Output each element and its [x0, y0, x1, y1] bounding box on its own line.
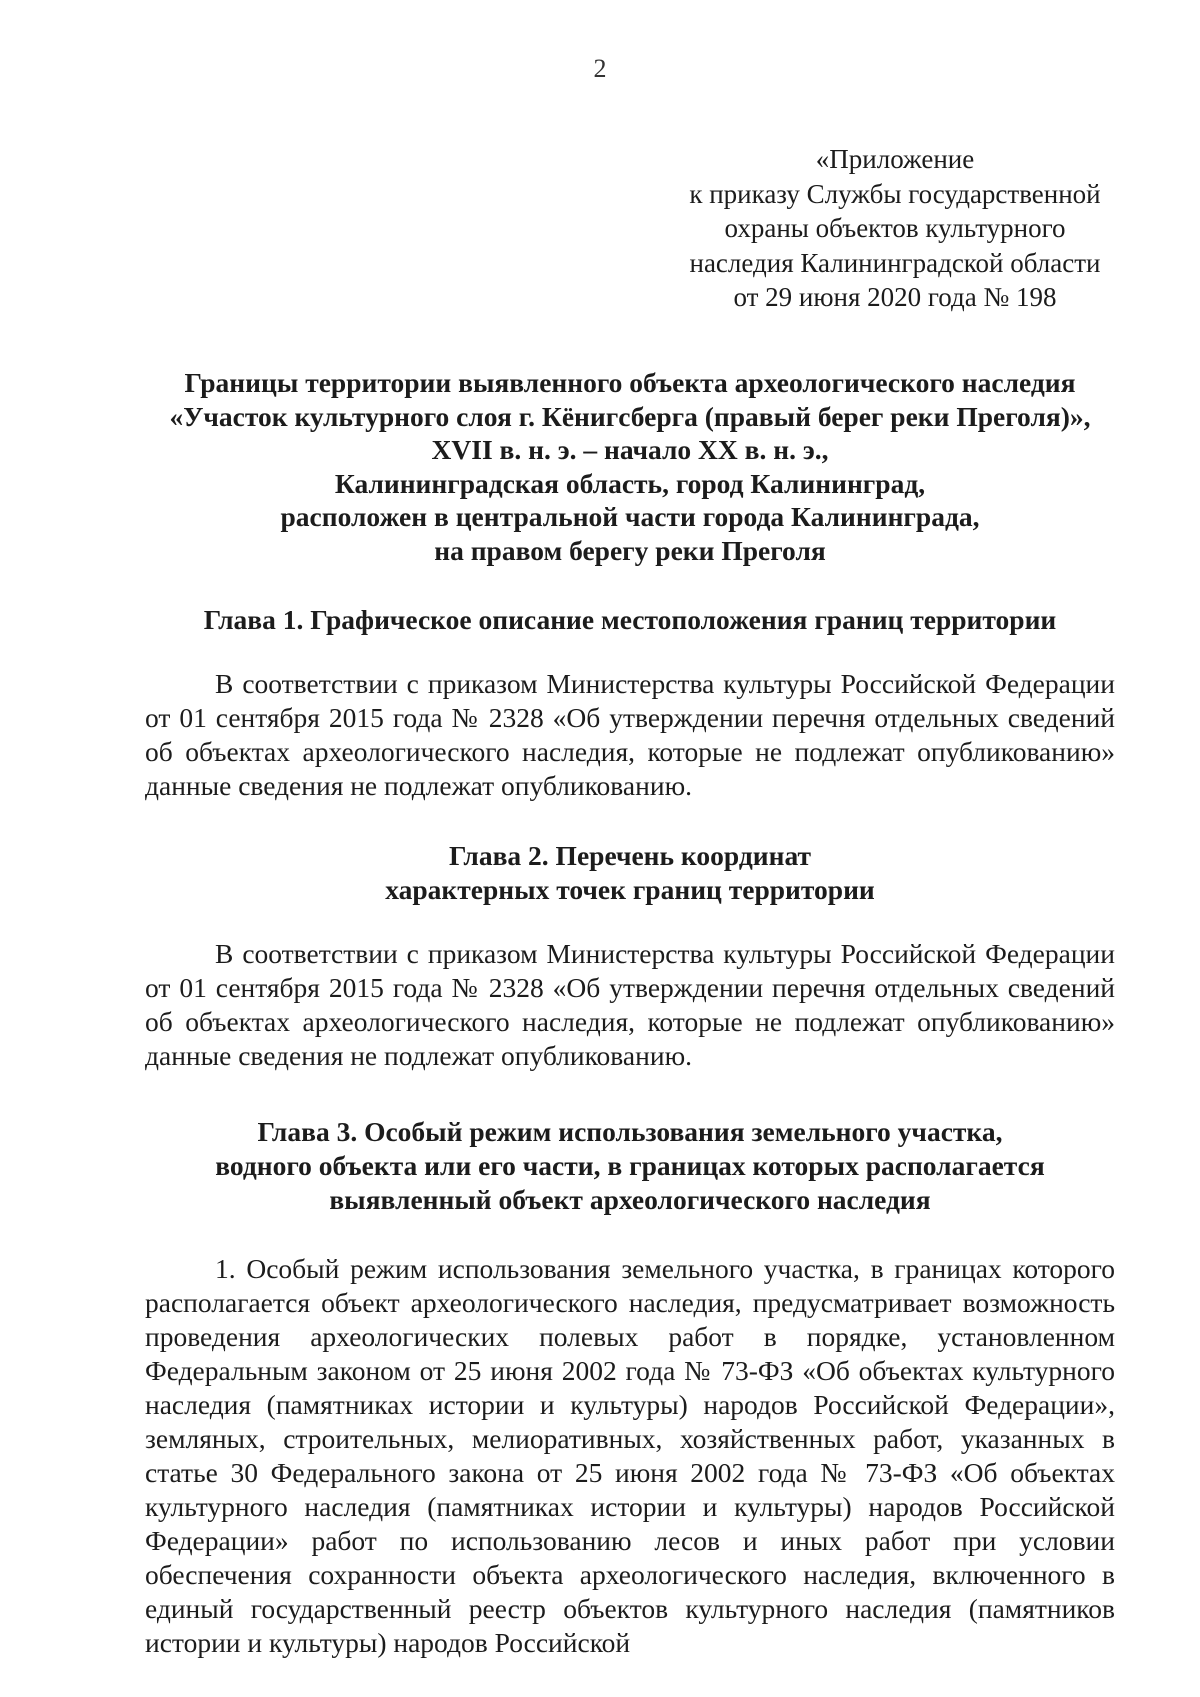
document-title: [145, 366, 1115, 567]
page-number: 2: [593, 54, 607, 83]
title-line: расположен в центральной части города Калининграда,: [280, 501, 980, 532]
chapter-heading-line: Глава 2. Перечень координат: [449, 840, 811, 871]
title-line: «Участок культурного слоя г. Кёнигсберга (правый берег реки Преголя)»,: [169, 400, 1091, 432]
title-line: Границы территории выявленного объекта археологического наследия: [184, 367, 1076, 398]
appendix-line: наследия Калининградской области: [689, 247, 1101, 278]
chapter-heading-line: Глава 1. Графическое описание местоположения границ территории: [203, 604, 1057, 635]
appendix-line: охраны объектов культурного: [724, 213, 1066, 243]
chapter-heading-line: выявленный объект археологического наследия: [329, 1184, 931, 1215]
chapter-3-heading: [145, 1115, 1115, 1217]
appendix-block: [655, 142, 1135, 315]
chapter-2-heading: [145, 839, 1115, 907]
title-line: Калининградская область, город Калининград,: [334, 467, 926, 499]
chapter-heading-line: водного объекта или его части, в границах которых располагается: [215, 1150, 1045, 1181]
appendix-line: «Приложение: [815, 144, 975, 174]
title-line: на правом берегу реки Преголя: [434, 534, 826, 566]
chapter-2-paragraph: В соответствии с приказом Министерства культуры Российской Федерации от 01 сентября 2015 года № 2328 «Об утверждении перечня отдельных сведений об объектах археологического наследия, которые не подлежат опубликованию» данные сведения не подлежат опубликованию.: [145, 938, 1115, 1071]
appendix-line: от 29 июня 2020 года № 198: [733, 282, 1057, 312]
appendix-line: к приказу Службы государственной: [689, 178, 1101, 209]
chapter-1-paragraph: В соответствии с приказом Министерства культуры Российской Федерации от 01 сентября 2015 года № 2328 «Об утверждении перечня отдельных сведений об объектах археологического наследия, которые не подлежат опубликованию» данные сведения не подлежат опубликованию.: [145, 668, 1115, 801]
chapter-heading-line: характерных точек границ территории: [385, 874, 875, 905]
chapter-3-paragraph: 1. Особый режим использования земельного участка, в границах которого располагается объект археологического наследия, предусматривает возможность проведения археологических полевых работ в порядке, установленном Федеральным законом от 25 июня 2002 года № 73-ФЗ «Об объектах культурного наследия (памятниках истории и культуры) народов Российской Федерации», земляных, строительных, мелиоративных, хозяйственных работ, указанных в статье 30 Федерального закона от 25 июня 2002 года № 73-ФЗ «Об объектах культурного наследия (памятниках истории и культуры) народов Российской Федерации» работ по использованию лесов и иных работ при условии обеспечения сохранности объекта археологического наследия, включенного в единый государственный реестр объектов культурного наследия (памятников истории и культуры) народов Российской: [145, 1253, 1115, 1658]
chapter-heading-line: Глава 3. Особый режим использования земельного участка,: [257, 1116, 1003, 1147]
document-body: [145, 366, 1115, 1688]
title-line: XVII в. н. э. – начало XX в. н. э.,: [431, 434, 829, 465]
chapter-1-heading: [145, 603, 1115, 637]
